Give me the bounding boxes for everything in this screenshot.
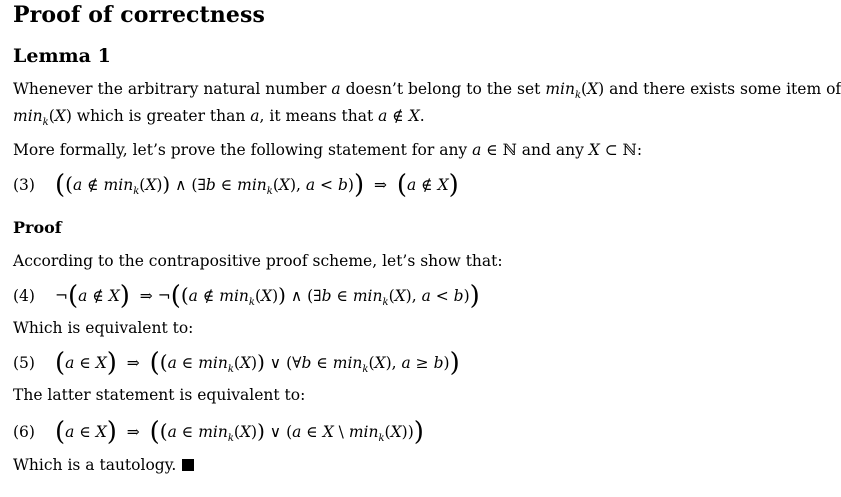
equation-4-body: ¬(a ∉ X) ⇒ ¬((a ∉ $\min_k(X)$) ∧ (∃b ∈ $\min_k(X)$, a < b)) bbox=[55, 281, 480, 311]
equation-6 bbox=[13, 417, 424, 447]
lemma-statement: Whenever the arbitrary natural number a doesn’t belong to the set $\min_k(X)$ and there exists some item of $\min_k(X)$ which is greater than a, it means that a ∉ X. bbox=[13, 80, 841, 129]
lemma-heading: Lemma 1 bbox=[13, 45, 111, 67]
qed-square-icon bbox=[182, 459, 194, 471]
equation-5-body: (a ∈ X) ⇒ ((a ∈ $\min_k(X)$) ∨ (∀b ∈ $\min_k(X)$, a ≥ b)) bbox=[55, 348, 460, 378]
equation-6-body: (a ∈ X) ⇒ ((a ∈ $\min_k(X)$) ∨ (a ∈ X \ $\min_k(X)$)) bbox=[55, 417, 424, 447]
proof-intro: According to the contrapositive proof scheme, let’s show that: bbox=[13, 252, 503, 270]
tautology-line bbox=[13, 455, 194, 476]
equation-3-body: ((a ∉ $\min_k(X)$) ∧ (∃b ∈ $\min_k(X)$, a < b)) ⇒ (a ∉ X) bbox=[55, 170, 459, 200]
equation-5 bbox=[13, 348, 460, 378]
equation-5-number: (5) bbox=[13, 354, 35, 372]
equation-4-number: (4) bbox=[13, 287, 35, 305]
equation-4 bbox=[13, 281, 480, 311]
equivalent-text: Which is equivalent to: bbox=[13, 319, 194, 337]
equation-3-number: (3) bbox=[13, 176, 35, 194]
equation-3 bbox=[13, 170, 459, 200]
proof-heading: Proof bbox=[13, 218, 62, 237]
section-title: Proof of correctness bbox=[13, 2, 265, 28]
tautology-text: Which is a tautology. bbox=[13, 456, 177, 474]
equation-6-number: (6) bbox=[13, 423, 35, 441]
latter-text: The latter statement is equivalent to: bbox=[13, 386, 306, 404]
formal-intro: More formally, let’s prove the following statement for any a ∈ ℕ and any X ⊂ ℕ: bbox=[13, 141, 643, 159]
